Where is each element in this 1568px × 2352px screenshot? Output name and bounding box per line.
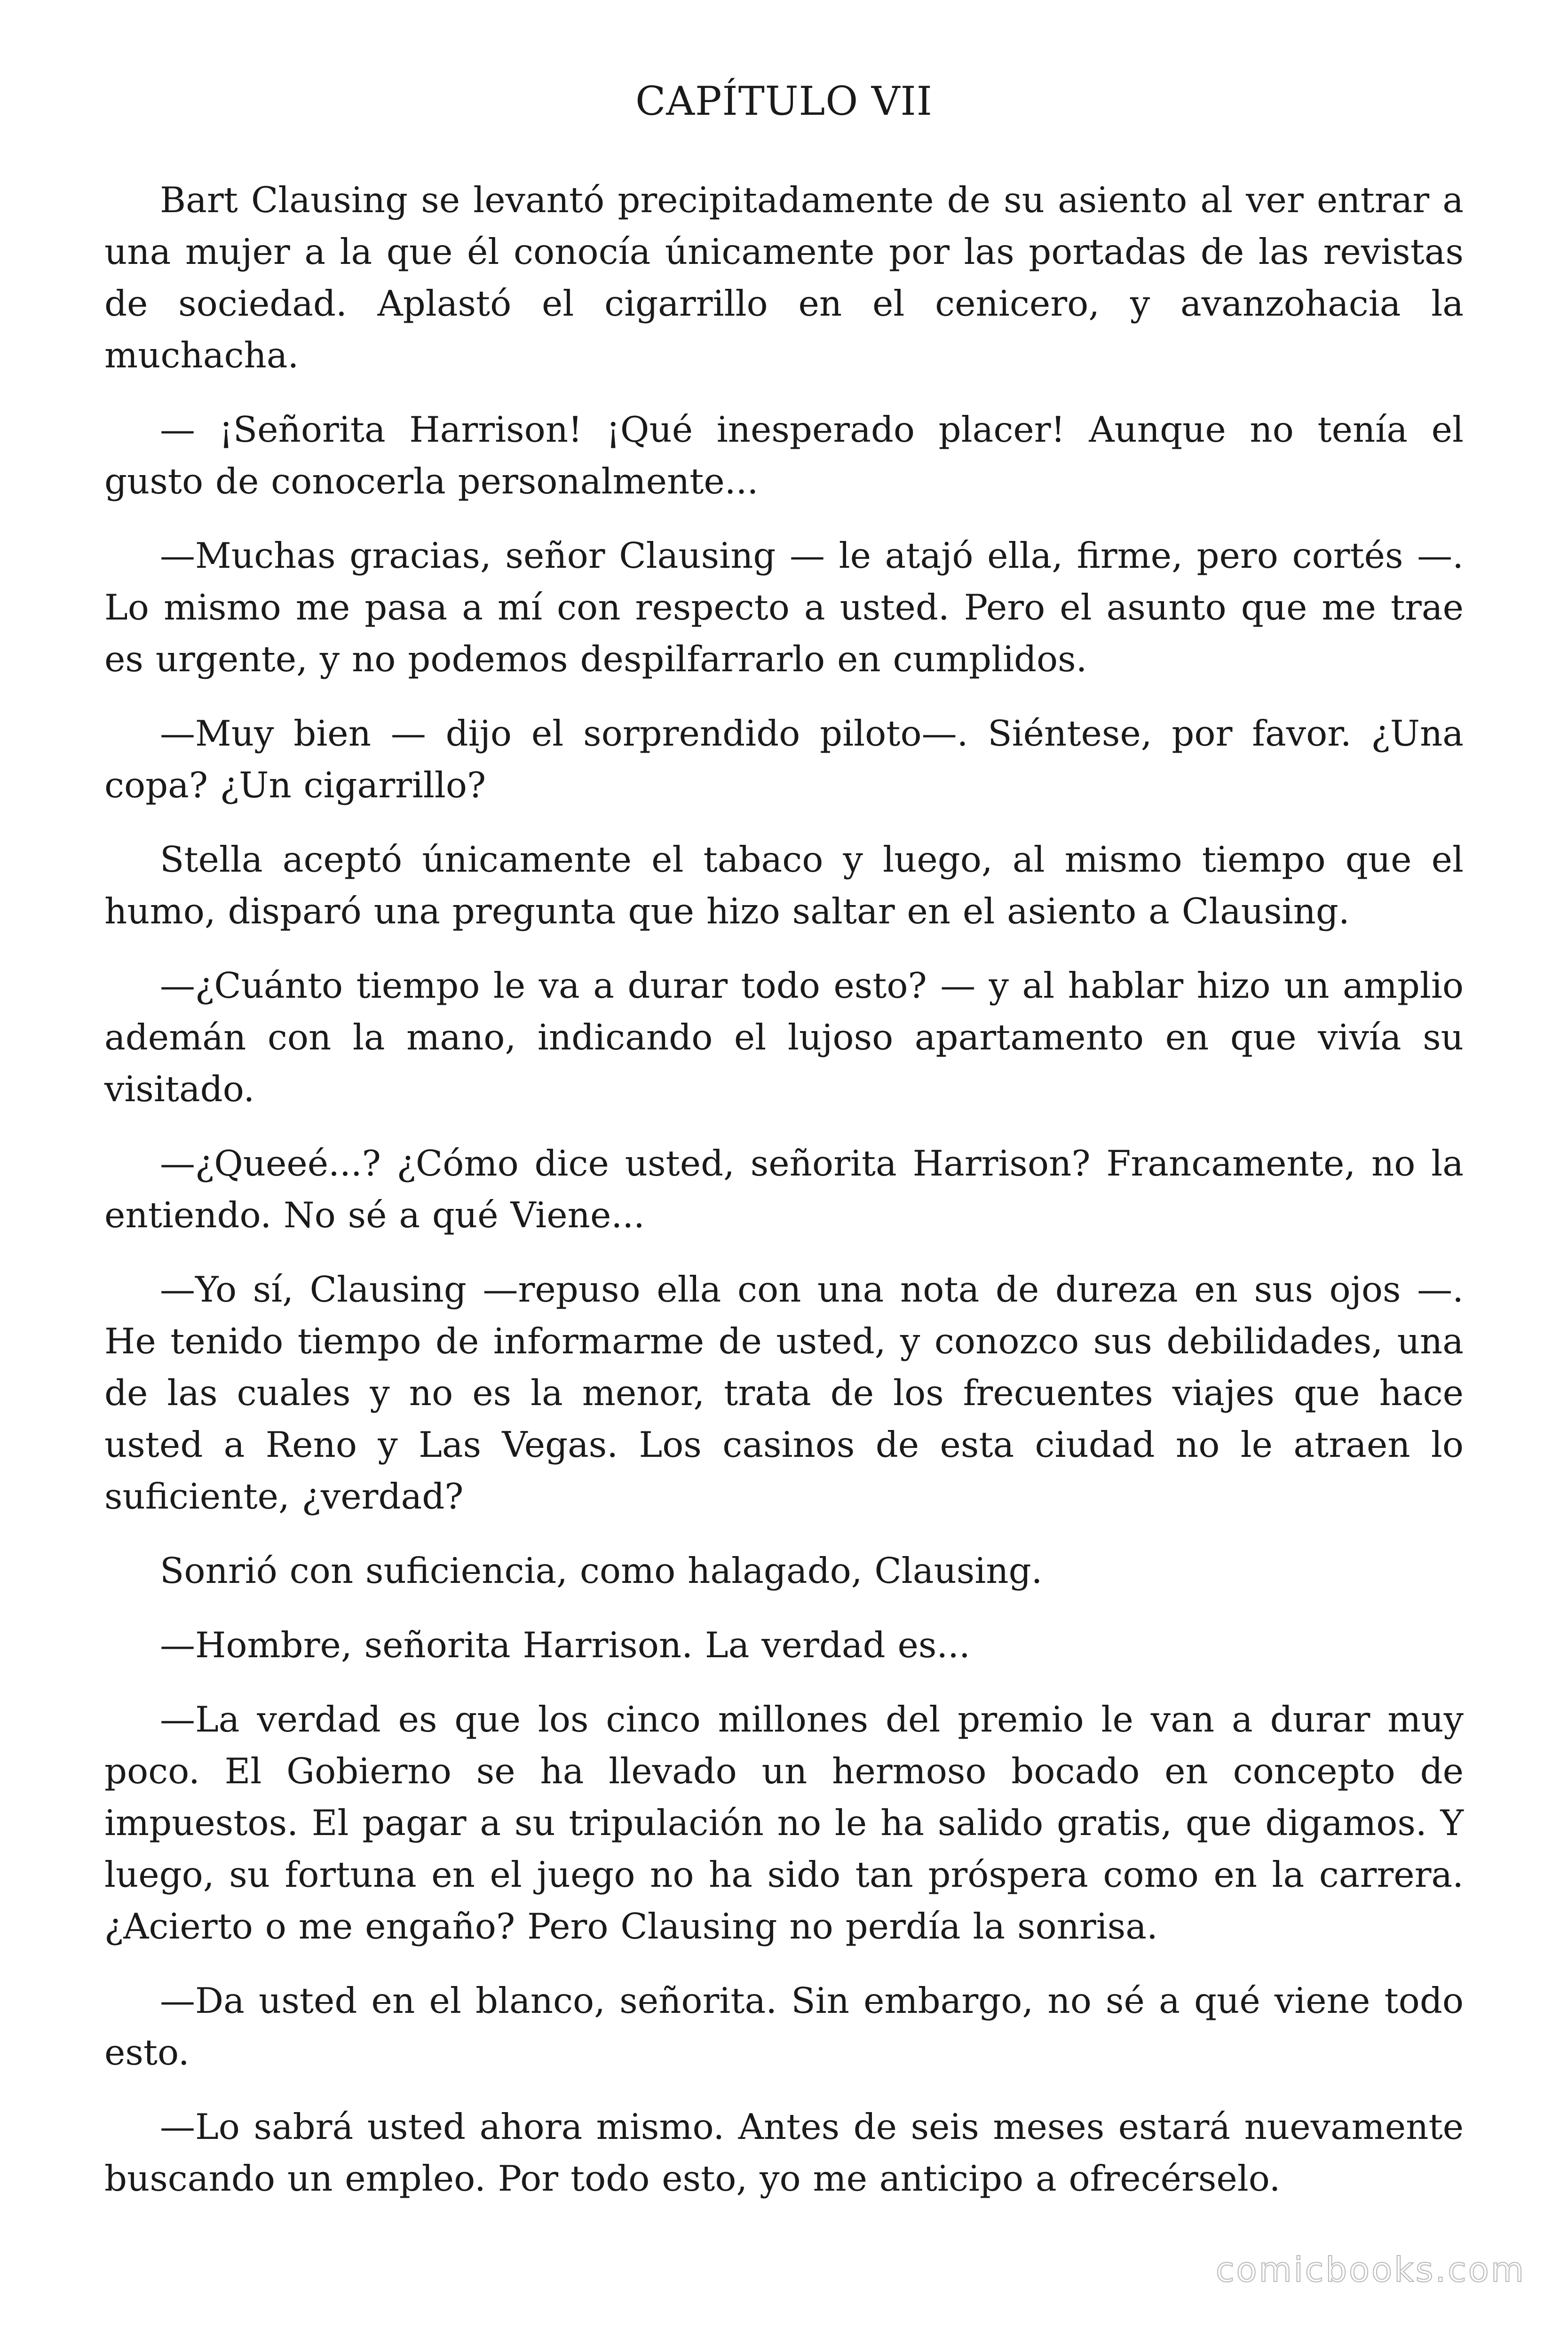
paragraph: —Hombre, señorita Harrison. La verdad es... [160,1624,970,1666]
paragraph: —Muchas gracias, señor Clausing — le atajó ella, firme, pero cortés —. Lo mismo me pasa a mí con respecto a usted. Pero el asunto que me trae es urgente, y no podemos despilfarrarlo en cumplidos. [104,535,1464,680]
paragraph: — ¡Señorita Harrison! ¡Qué inesperado placer! Aunque no tenía el gusto de conocerla personalmente... [104,409,1464,502]
paragraph: —Muy bien — dijo el sorprendido piloto—. Siéntese, por favor. ¿Una copa? ¿Un cigarrillo? [104,713,1464,806]
paragraph: —Lo sabrá usted ahora mismo. Antes de seis meses estará nuevamente buscando un empleo. Por todo esto, yo me anticipo a ofrecérselo. [104,2106,1464,2199]
watermark: comicbooks.com [1215,2250,1526,2289]
paragraph: —La verdad es que los cinco millones del premio le van a durar muy poco. El Gobierno se ha llevado un hermoso bocado en concepto de impuestos. El pagar a su tripulación no le ha salido gratis, que digamos. Y luego, su fortuna en el juego no ha sido tan próspera como en la carrera. ¿Acierto o me engaño? Pero Clausing no perdía la sonrisa. [104,1699,1464,1947]
paragraph: Sonrió con suficiencia, como halagado, Clausing. [160,1550,1043,1591]
paragraph: —Da usted en el blanco, señorita. Sin embargo, no sé a qué viene todo esto. [104,1980,1464,2073]
paragraph: Stella aceptó únicamente el tabaco y luego, al mismo tiempo que el humo, disparó una pregunta que hizo saltar en el asiento a Clausing. [104,839,1464,932]
chapter-title: CAPÍTULO VII [635,78,933,124]
paragraph: —¿Cuánto tiempo le va a durar todo esto? — y al hablar hizo un amplio ademán con la mano, indicando el lujoso apartamento en que vivía su visitado. [104,965,1464,1110]
body-text [104,174,1464,2227]
paragraph: Bart Clausing se levantó precipitadamente de su asiento al ver entrar a una mujer a la que él conocía únicamente por las portadas de las revistas de sociedad. Aplastó el cigarrillo en el cenicero, y avanzohacia la muchacha. [104,179,1464,376]
paragraph: —Yo sí, Clausing —repuso ella con una nota de dureza en sus ojos —. He tenido tiempo de informarme de usted, y conozco sus debilidades, una de las cuales y no es la menor, trata de los frecuentes viajes que hace usted a Reno y Las Vegas. Los casinos de esta ciudad no le atraen lo suficiente, ¿verdad? [104,1269,1464,1517]
paragraph: —¿Queeé...? ¿Cómo dice usted, señorita Harrison? Francamente, no la entiendo. No sé a qué Viene... [104,1143,1464,1236]
